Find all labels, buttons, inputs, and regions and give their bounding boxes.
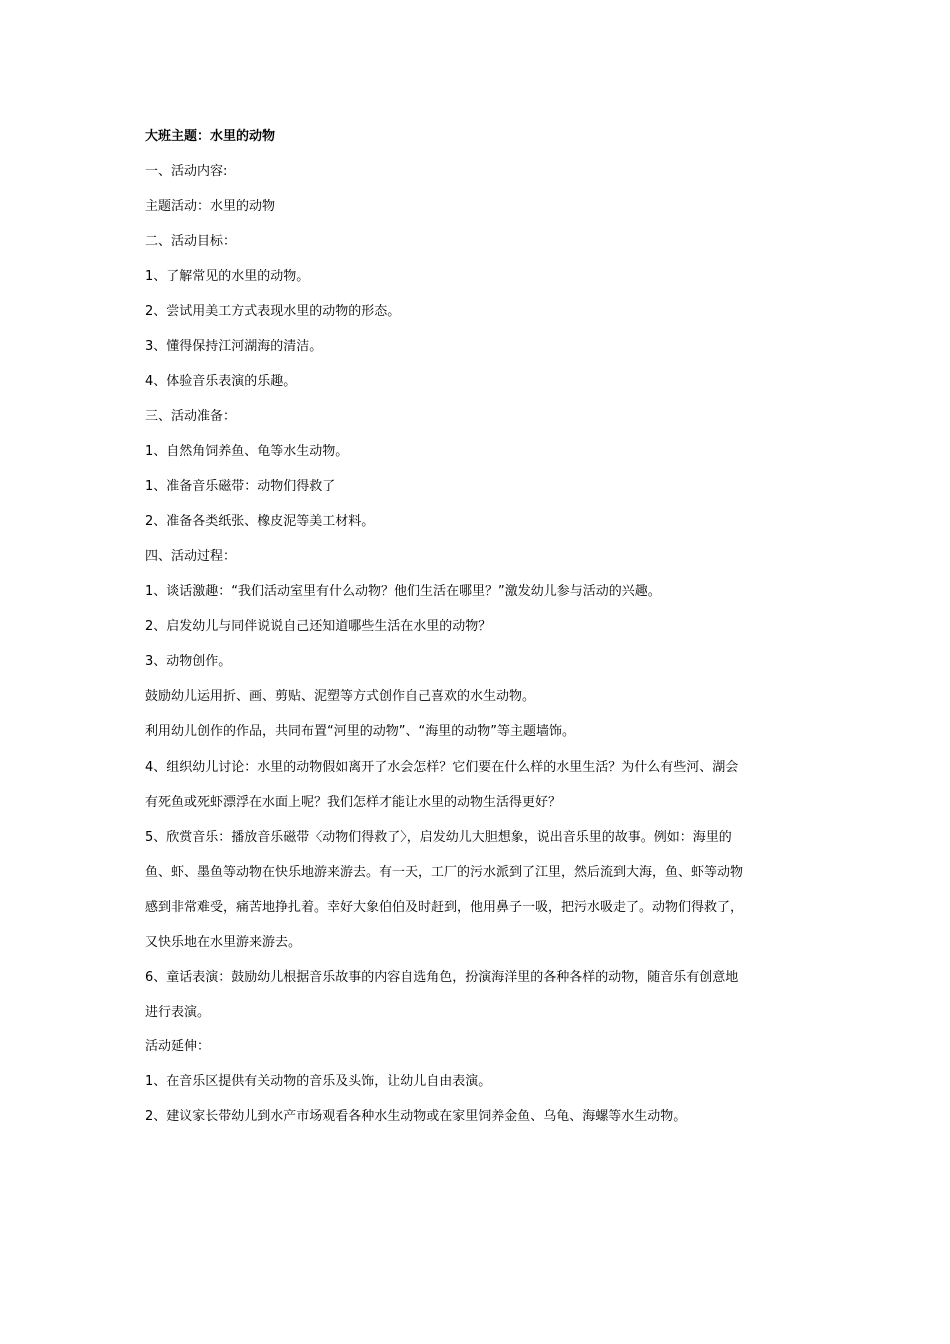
paragraph-line: 1、谈话激趣：“我们活动室里有什么动物？他们生活在哪里？”激发幼儿参与活动的兴趣。 xyxy=(145,584,661,599)
paragraph-line: 2、启发幼儿与同伴说说自己还知道哪些生活在水里的动物？ xyxy=(145,619,492,634)
paragraph xyxy=(145,612,815,642)
paragraph xyxy=(145,577,815,607)
document-body xyxy=(145,122,815,1137)
paragraph-line: 有死鱼或死虾漂浮在水面上呢？我们怎样才能让水里的动物生活得更好？ xyxy=(145,795,562,810)
paragraph xyxy=(145,1067,815,1097)
paragraph xyxy=(145,367,815,397)
paragraph xyxy=(145,507,815,537)
paragraph-line: 四、活动过程： xyxy=(145,549,237,564)
paragraph xyxy=(145,820,815,960)
paragraph-line: 2、尝试用美工方式表现水里的动物的形态。 xyxy=(145,304,401,319)
paragraph-line: 1、了解常见的水里的动物。 xyxy=(145,269,310,284)
paragraph-line: 6、童话表演：鼓励幼儿根据音乐故事的内容自选角色，扮演海洋里的各种各样的动物，随音乐有创意地 xyxy=(145,970,739,985)
paragraph-line: 鱼、虾、墨鱼等动物在快乐地游来游去。有一天，工厂的污水派到了江里，然后流到大海，鱼、虾等动物 xyxy=(145,865,744,880)
paragraph xyxy=(145,297,815,327)
paragraph xyxy=(145,1102,815,1132)
paragraph-line: 4、体验音乐表演的乐趣。 xyxy=(145,374,297,389)
paragraph-line: 活动延伸： xyxy=(145,1039,211,1054)
paragraph-list xyxy=(145,157,815,1132)
paragraph xyxy=(145,682,815,712)
paragraph xyxy=(145,717,815,747)
paragraph-line: 三、活动准备： xyxy=(145,409,237,424)
paragraph-line: 3、动物创作。 xyxy=(145,654,232,669)
paragraph xyxy=(145,542,815,572)
paragraph xyxy=(145,472,815,502)
document-title: 大班主题：水里的动物 xyxy=(145,129,276,144)
paragraph xyxy=(145,227,815,257)
paragraph-line: 4、组织幼儿讨论：水里的动物假如离开了水会怎样？它们要在什么样的水里生活？为什么有些河、湖会 xyxy=(145,760,739,775)
paragraph-line: 二、活动目标： xyxy=(145,234,237,249)
paragraph xyxy=(145,262,815,292)
paragraph xyxy=(145,192,815,222)
paragraph-line: 2、准备各类纸张、橡皮泥等美工材料。 xyxy=(145,514,375,529)
paragraph-line: 1、准备音乐磁带：动物们得救了 xyxy=(145,479,336,494)
paragraph-line: 3、懂得保持江河湖海的清洁。 xyxy=(145,339,323,354)
paragraph xyxy=(145,437,815,467)
paragraph-line: 5、欣赏音乐：播放音乐磁带〈动物们得救了〉，启发幼儿大胆想象，说出音乐里的故事。例如：海里的 xyxy=(145,830,732,845)
paragraph-line: 感到非常难受，痛苦地挣扎着。幸好大象伯伯及时赶到，他用鼻子一吸，把污水吸走了。动物们得救了， xyxy=(145,900,744,915)
paragraph-line: 1、自然角饲养鱼、龟等水生动物。 xyxy=(145,444,349,459)
paragraph-line: 主题活动：水里的动物 xyxy=(145,199,276,214)
paragraph-line: 1、在音乐区提供有关动物的音乐及头饰，让幼儿自由表演。 xyxy=(145,1074,492,1089)
paragraph-line: 一、活动内容: xyxy=(145,164,228,179)
paragraph-line: 鼓励幼儿运用折、画、剪贴、泥塑等方式创作自己喜欢的水生动物。 xyxy=(145,689,536,704)
paragraph xyxy=(145,647,815,677)
paragraph xyxy=(145,960,815,1030)
paragraph xyxy=(145,157,815,187)
paragraph-line: 2、建议家长带幼儿到水产市场观看各种水生动物或在家里饲养金鱼、乌龟、海螺等水生动物。 xyxy=(145,1109,687,1124)
paragraph xyxy=(145,402,815,432)
paragraph-line: 又快乐地在水里游来游去。 xyxy=(145,935,302,950)
paragraph-line: 进行表演。 xyxy=(145,1005,211,1020)
paragraph xyxy=(145,750,815,820)
paragraph xyxy=(145,332,815,362)
paragraph xyxy=(145,1032,815,1062)
paragraph-line: 利用幼儿创作的作品，共同布置“河里的动物”、“海里的动物”等主题墙饰。 xyxy=(145,724,575,739)
